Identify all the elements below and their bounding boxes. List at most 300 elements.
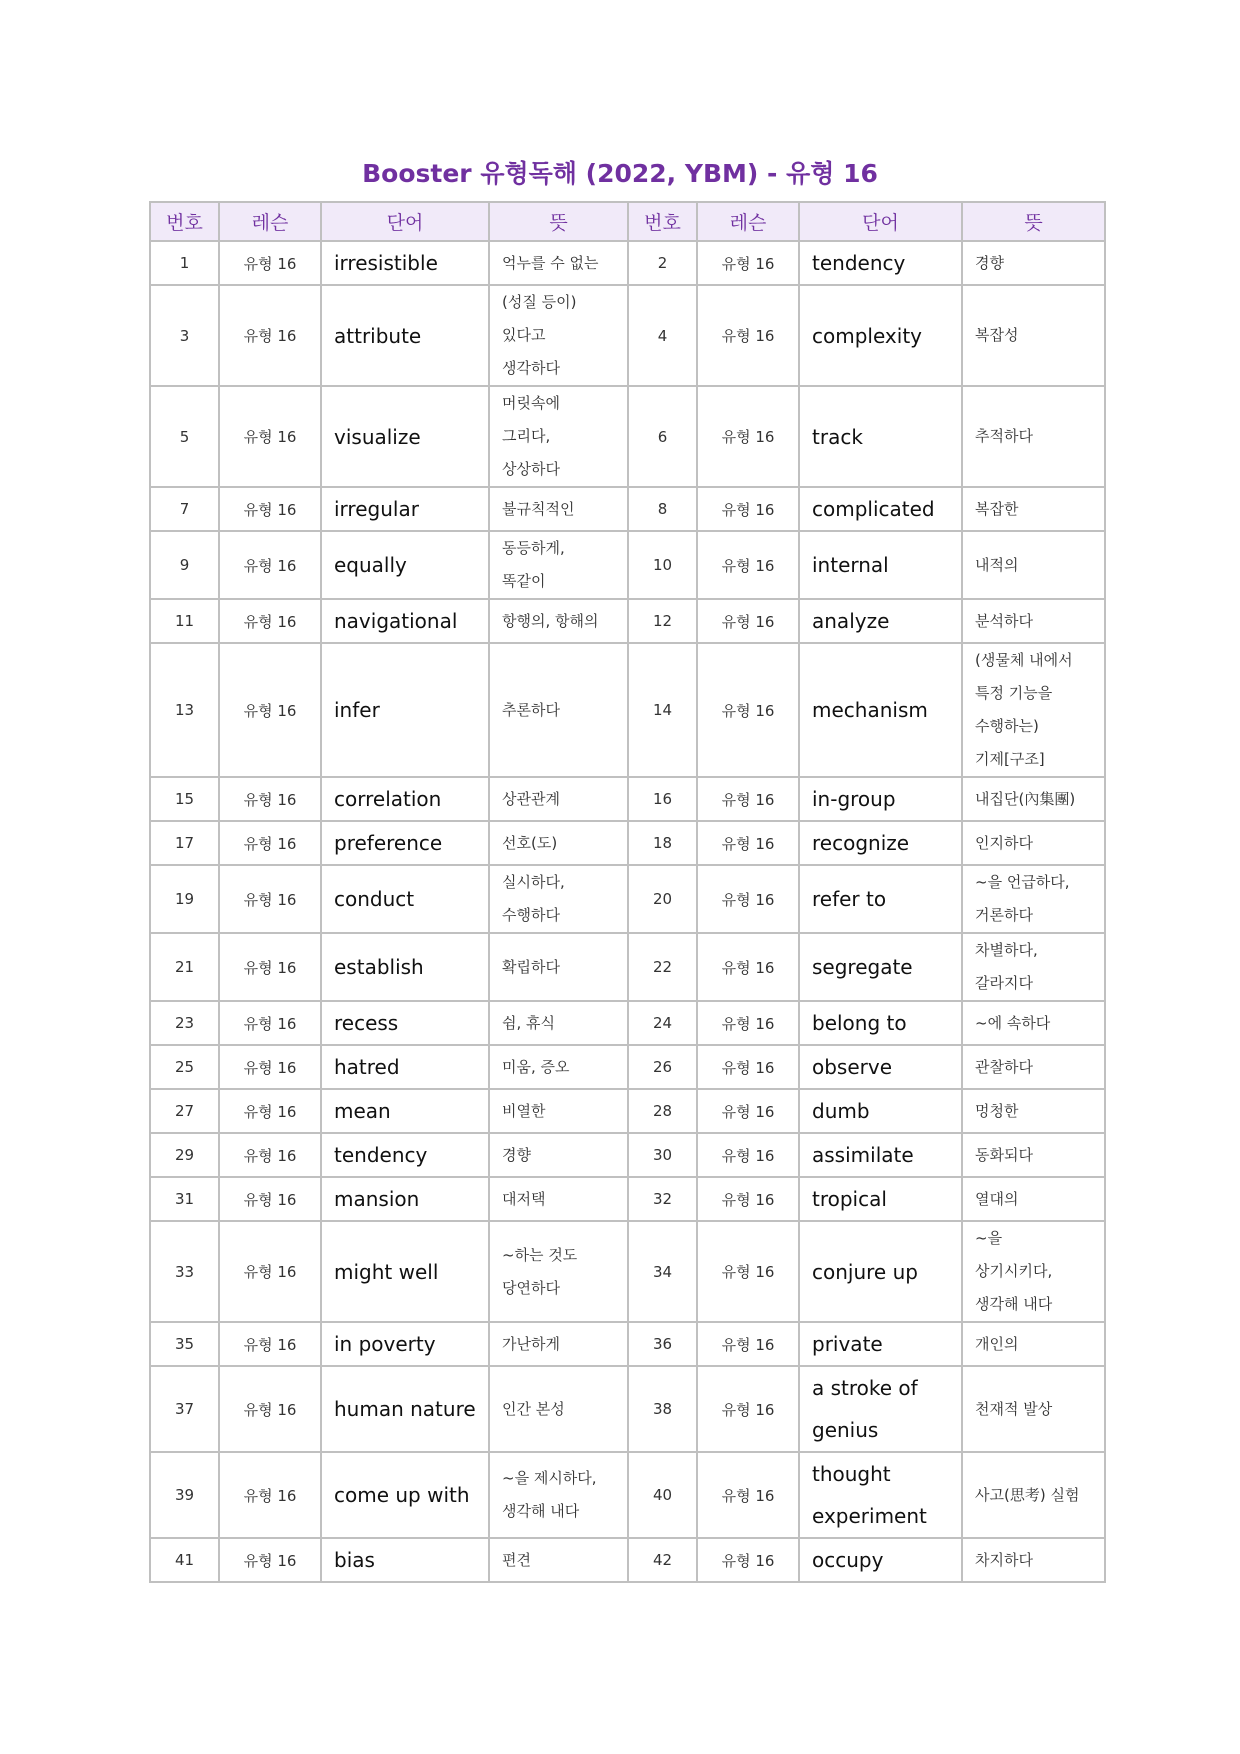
entry-number: 35 xyxy=(150,1322,219,1366)
entry-word-line: navigational xyxy=(334,609,458,633)
entry-lesson: 유형 16 xyxy=(697,1045,799,1089)
entry-word-line: hatred xyxy=(334,1055,400,1079)
entry-meaning-line: 불규칙적인 xyxy=(502,499,575,518)
entry-meaning-line: ~을 언급하다, xyxy=(975,873,1070,891)
entry-lesson: 유형 16 xyxy=(697,241,799,285)
entry-lesson: 유형 16 xyxy=(697,821,799,865)
entry-number: 1 xyxy=(150,241,219,285)
entry-meaning xyxy=(962,599,1105,643)
entry-word-line: recognize xyxy=(812,831,910,855)
entry-word-line: occupy xyxy=(812,1548,884,1572)
entry-number: 29 xyxy=(150,1133,219,1177)
entry-lesson: 유형 16 xyxy=(219,643,321,777)
entry-word xyxy=(799,1045,962,1089)
entry-word xyxy=(799,1322,962,1366)
table-row xyxy=(150,487,1105,531)
entry-lesson: 유형 16 xyxy=(219,1538,321,1582)
entry-meaning xyxy=(489,1366,628,1452)
entry-number: 41 xyxy=(150,1538,219,1582)
entry-word-line: thought xyxy=(812,1462,891,1486)
entry-lesson: 유형 16 xyxy=(697,285,799,386)
table-row xyxy=(150,531,1105,599)
header-row xyxy=(150,202,1105,241)
entry-word-line: tendency xyxy=(812,251,906,275)
entry-number: 25 xyxy=(150,1045,219,1089)
table-row xyxy=(150,933,1105,1001)
entry-word xyxy=(321,1089,489,1133)
entry-meaning-line: 경향 xyxy=(975,253,1004,272)
entry-word xyxy=(321,487,489,531)
entry-meaning xyxy=(489,531,628,599)
entry-meaning-line: 기제[구조] xyxy=(975,750,1045,768)
entry-meaning xyxy=(962,821,1105,865)
table-row xyxy=(150,1001,1105,1045)
entry-word xyxy=(321,933,489,1001)
entry-meaning-line: 항행의, 항해의 xyxy=(502,611,599,630)
entry-word xyxy=(321,1133,489,1177)
entry-word xyxy=(799,1221,962,1322)
entry-meaning-line: ~에 속하다 xyxy=(975,1013,1051,1032)
header-lesson: 레슨 xyxy=(697,202,799,241)
entry-meaning xyxy=(962,777,1105,821)
entry-meaning-line: 동등하게, xyxy=(502,539,565,557)
entry-meaning xyxy=(962,1452,1105,1538)
entry-word-line: preference xyxy=(334,831,443,855)
table-row xyxy=(150,1089,1105,1133)
entry-word-line: mansion xyxy=(334,1187,420,1211)
header-word: 단어 xyxy=(799,202,962,241)
entry-meaning-line: 생각해 내다 xyxy=(975,1295,1053,1313)
table-row xyxy=(150,643,1105,777)
entry-word xyxy=(799,933,962,1001)
entry-number: 42 xyxy=(628,1538,697,1582)
entry-meaning-line: 차별하다, xyxy=(975,941,1038,959)
entry-number: 21 xyxy=(150,933,219,1001)
entry-meaning xyxy=(489,386,628,487)
entry-meaning xyxy=(489,599,628,643)
entry-meaning-line: 복잡성 xyxy=(975,326,1019,344)
table-row xyxy=(150,1133,1105,1177)
entry-word xyxy=(799,241,962,285)
entry-lesson: 유형 16 xyxy=(219,1045,321,1089)
entry-word xyxy=(321,386,489,487)
entry-number: 32 xyxy=(628,1177,697,1221)
entry-word xyxy=(799,1366,962,1452)
entry-word-line: experiment xyxy=(812,1504,927,1528)
entry-word-line: private xyxy=(812,1332,883,1356)
entry-meaning xyxy=(489,1133,628,1177)
entry-word xyxy=(799,865,962,933)
entry-word-line: refer to xyxy=(812,887,887,911)
entry-meaning-line: 똑같이 xyxy=(502,572,546,590)
entry-number: 26 xyxy=(628,1045,697,1089)
entry-meaning xyxy=(962,1045,1105,1089)
entry-word-line: in-group xyxy=(812,787,896,811)
entry-word-line: infer xyxy=(334,698,380,722)
entry-lesson: 유형 16 xyxy=(219,933,321,1001)
entry-number: 22 xyxy=(628,933,697,1001)
entry-number: 7 xyxy=(150,487,219,531)
entry-meaning-line: (생물체 내에서 xyxy=(975,651,1073,669)
table-row xyxy=(150,241,1105,285)
entry-meaning-line: 있다고 xyxy=(502,326,546,344)
entry-number: 30 xyxy=(628,1133,697,1177)
entry-meaning-line: 당연하다 xyxy=(502,1278,560,1297)
entry-meaning-line: 추적하다 xyxy=(975,427,1033,445)
header-number: 번호 xyxy=(150,202,219,241)
entry-lesson: 유형 16 xyxy=(697,777,799,821)
entry-number: 36 xyxy=(628,1322,697,1366)
entry-lesson: 유형 16 xyxy=(697,1452,799,1538)
entry-lesson: 유형 16 xyxy=(697,1366,799,1452)
entry-word xyxy=(799,643,962,777)
entry-number: 8 xyxy=(628,487,697,531)
entry-number: 12 xyxy=(628,599,697,643)
entry-meaning-line: 대저택 xyxy=(502,1189,546,1208)
entry-word-line: complexity xyxy=(812,323,922,348)
entry-meaning-line: 동화되다 xyxy=(975,1145,1033,1164)
entry-number: 4 xyxy=(628,285,697,386)
entry-word xyxy=(799,386,962,487)
entry-number: 14 xyxy=(628,643,697,777)
table-row xyxy=(150,1538,1105,1582)
entry-meaning-line: 편견 xyxy=(502,1550,531,1569)
entry-lesson: 유형 16 xyxy=(219,1177,321,1221)
table-row xyxy=(150,285,1105,386)
entry-word xyxy=(799,777,962,821)
entry-lesson: 유형 16 xyxy=(219,241,321,285)
header-lesson: 레슨 xyxy=(219,202,321,241)
entry-meaning-line: 경향 xyxy=(502,1145,531,1164)
entry-word xyxy=(321,1366,489,1452)
table-row xyxy=(150,865,1105,933)
entry-meaning xyxy=(489,1001,628,1045)
entry-word xyxy=(799,1001,962,1045)
entry-meaning-line: ~을 xyxy=(975,1229,1003,1247)
entry-lesson: 유형 16 xyxy=(697,1538,799,1582)
entry-word-line: establish xyxy=(334,955,424,979)
entry-meaning xyxy=(489,777,628,821)
entry-number: 39 xyxy=(150,1452,219,1538)
entry-meaning-line: 미움, 증오 xyxy=(502,1057,570,1076)
entry-word-line: segregate xyxy=(812,955,913,979)
entry-meaning-line: 차지하다 xyxy=(975,1550,1033,1569)
entry-word xyxy=(799,1538,962,1582)
entry-word xyxy=(321,643,489,777)
entry-meaning xyxy=(962,1538,1105,1582)
entry-number: 28 xyxy=(628,1089,697,1133)
entry-number: 40 xyxy=(628,1452,697,1538)
entry-meaning xyxy=(489,1538,628,1582)
entry-word-line: equally xyxy=(334,553,407,577)
entry-number: 9 xyxy=(150,531,219,599)
entry-meaning xyxy=(489,285,628,386)
entry-meaning xyxy=(489,487,628,531)
entry-meaning-line: 생각해 내다 xyxy=(502,1502,580,1520)
entry-word-line: correlation xyxy=(334,787,442,811)
entry-meaning-line: 쉼, 휴식 xyxy=(502,1013,556,1032)
entry-meaning xyxy=(962,1133,1105,1177)
entry-meaning-line: (성질 등이) xyxy=(502,293,577,311)
entry-word xyxy=(321,1452,489,1538)
entry-word xyxy=(321,1177,489,1221)
entry-word-line: mechanism xyxy=(812,698,928,722)
entry-lesson: 유형 16 xyxy=(697,1133,799,1177)
table-row xyxy=(150,1045,1105,1089)
entry-word-line: track xyxy=(812,424,863,449)
entry-lesson: 유형 16 xyxy=(697,865,799,933)
entry-lesson: 유형 16 xyxy=(697,487,799,531)
entry-meaning-line: 갈라지다 xyxy=(975,974,1033,992)
entry-meaning-line: 가난하게 xyxy=(502,1334,560,1353)
entry-meaning xyxy=(962,285,1105,386)
entry-word-line: visualize xyxy=(334,424,421,449)
entry-word-line: might well xyxy=(334,1259,439,1284)
entry-word xyxy=(321,531,489,599)
entry-meaning-line: 그리다, xyxy=(502,427,551,445)
entry-word-line: genius xyxy=(812,1418,879,1442)
entry-number: 2 xyxy=(628,241,697,285)
entry-word-line: in poverty xyxy=(334,1332,436,1356)
table-row xyxy=(150,1221,1105,1322)
entry-number: 20 xyxy=(628,865,697,933)
entry-number: 3 xyxy=(150,285,219,386)
entry-meaning-line: 멍청한 xyxy=(975,1101,1019,1120)
entry-meaning-line: 분석하다 xyxy=(975,611,1033,630)
entry-word-line: come up with xyxy=(334,1483,470,1507)
entry-meaning-line: 확립하다 xyxy=(502,957,560,976)
entry-meaning-line: ~하는 것도 xyxy=(502,1245,578,1264)
entry-word-line: observe xyxy=(812,1055,893,1079)
entry-lesson: 유형 16 xyxy=(697,643,799,777)
entry-meaning-line: ~을 제시하다, xyxy=(502,1469,597,1487)
entry-lesson: 유형 16 xyxy=(219,821,321,865)
entry-word xyxy=(799,1177,962,1221)
entry-word-line: human nature xyxy=(334,1397,476,1421)
table-row xyxy=(150,599,1105,643)
entry-meaning xyxy=(962,1089,1105,1133)
table-row xyxy=(150,1177,1105,1221)
entry-meaning xyxy=(962,1177,1105,1221)
entry-meaning xyxy=(962,1322,1105,1366)
entry-word xyxy=(321,599,489,643)
entry-meaning-line: 인간 본성 xyxy=(502,1399,565,1418)
entry-meaning xyxy=(962,1366,1105,1452)
entry-number: 18 xyxy=(628,821,697,865)
entry-lesson: 유형 16 xyxy=(697,1001,799,1045)
entry-lesson: 유형 16 xyxy=(219,1089,321,1133)
table-row xyxy=(150,386,1105,487)
entry-word-line: tendency xyxy=(334,1143,428,1167)
entry-word-line: attribute xyxy=(334,323,422,348)
entry-meaning xyxy=(962,865,1105,933)
entry-word xyxy=(321,1538,489,1582)
header-meaning: 뜻 xyxy=(489,202,628,241)
entry-number: 6 xyxy=(628,386,697,487)
entry-lesson: 유형 16 xyxy=(697,1221,799,1322)
header-word: 단어 xyxy=(321,202,489,241)
entry-meaning-line: 개인의 xyxy=(975,1334,1019,1353)
entry-meaning-line: 추론하다 xyxy=(502,700,560,719)
entry-meaning-line: 생각하다 xyxy=(502,359,560,377)
entry-number: 27 xyxy=(150,1089,219,1133)
entry-word-line: recess xyxy=(334,1011,399,1035)
entry-word xyxy=(799,1452,962,1538)
entry-number: 33 xyxy=(150,1221,219,1322)
entry-meaning xyxy=(962,386,1105,487)
entry-lesson: 유형 16 xyxy=(697,386,799,487)
entry-meaning xyxy=(962,1001,1105,1045)
entry-lesson: 유형 16 xyxy=(219,1001,321,1045)
entry-lesson: 유형 16 xyxy=(697,933,799,1001)
table-row xyxy=(150,1366,1105,1452)
entry-meaning xyxy=(489,933,628,1001)
entry-number: 15 xyxy=(150,777,219,821)
entry-meaning-line: 내적의 xyxy=(975,555,1019,574)
table-row xyxy=(150,1322,1105,1366)
entry-meaning xyxy=(489,1322,628,1366)
entry-meaning xyxy=(489,241,628,285)
entry-meaning xyxy=(962,531,1105,599)
entry-lesson: 유형 16 xyxy=(219,599,321,643)
entry-word-line: conduct xyxy=(334,887,415,911)
entry-number: 19 xyxy=(150,865,219,933)
entry-word xyxy=(799,599,962,643)
entry-lesson: 유형 16 xyxy=(219,1366,321,1452)
vocabulary-table xyxy=(149,201,1106,1583)
entry-word-line: analyze xyxy=(812,609,890,633)
entry-number: 11 xyxy=(150,599,219,643)
entry-meaning xyxy=(962,643,1105,777)
entry-meaning-line: 수행하는) xyxy=(975,717,1039,735)
entry-meaning-line: 관찰하다 xyxy=(975,1057,1033,1076)
entry-meaning xyxy=(489,643,628,777)
entry-lesson: 유형 16 xyxy=(697,1177,799,1221)
entry-word-line: internal xyxy=(812,553,889,577)
entry-meaning-line: 선호(도) xyxy=(502,833,558,852)
table-row xyxy=(150,1452,1105,1538)
entry-lesson: 유형 16 xyxy=(697,1322,799,1366)
entry-meaning-line: 사고(思考) 실험 xyxy=(975,1485,1080,1504)
entry-word xyxy=(321,1045,489,1089)
entry-meaning-line: 실시하다, xyxy=(502,873,565,891)
entry-word xyxy=(321,285,489,386)
entry-number: 10 xyxy=(628,531,697,599)
entry-meaning-line: 상기시키다, xyxy=(975,1262,1053,1280)
header-number: 번호 xyxy=(628,202,697,241)
entry-lesson: 유형 16 xyxy=(219,285,321,386)
entry-lesson: 유형 16 xyxy=(219,1322,321,1366)
entry-number: 16 xyxy=(628,777,697,821)
entry-meaning xyxy=(489,1452,628,1538)
entry-meaning xyxy=(962,241,1105,285)
entry-lesson: 유형 16 xyxy=(219,777,321,821)
entry-word-line: a stroke of xyxy=(812,1376,918,1400)
entry-word-line: irresistible xyxy=(334,251,438,275)
entry-word xyxy=(321,821,489,865)
entry-meaning-line: 특정 기능을 xyxy=(975,684,1053,702)
page-title: Booster 유형독해 (2022, YBM) - 유형 16 xyxy=(362,159,878,188)
entry-lesson: 유형 16 xyxy=(219,1452,321,1538)
entry-lesson: 유형 16 xyxy=(219,531,321,599)
entry-word xyxy=(799,821,962,865)
entry-lesson: 유형 16 xyxy=(219,386,321,487)
entry-number: 38 xyxy=(628,1366,697,1452)
entry-lesson: 유형 16 xyxy=(697,531,799,599)
entry-word-line: assimilate xyxy=(812,1143,914,1167)
entry-lesson: 유형 16 xyxy=(219,487,321,531)
entry-lesson: 유형 16 xyxy=(219,1133,321,1177)
entry-number: 37 xyxy=(150,1366,219,1452)
entry-meaning-line: 거론하다 xyxy=(975,906,1033,924)
entry-word xyxy=(799,1133,962,1177)
header-meaning: 뜻 xyxy=(962,202,1105,241)
entry-meaning-line: 상관관계 xyxy=(502,789,560,808)
entry-word xyxy=(321,1001,489,1045)
entry-number: 34 xyxy=(628,1221,697,1322)
table-row xyxy=(150,821,1105,865)
entry-meaning-line: 천재적 발상 xyxy=(975,1399,1053,1418)
entry-meaning-line: 내집단(內集團) xyxy=(975,789,1076,808)
entry-word-line: complicated xyxy=(812,497,935,521)
entry-number: 31 xyxy=(150,1177,219,1221)
entry-word-line: conjure up xyxy=(812,1259,918,1284)
entry-lesson: 유형 16 xyxy=(697,599,799,643)
entry-word xyxy=(321,241,489,285)
entry-number: 5 xyxy=(150,386,219,487)
entry-number: 13 xyxy=(150,643,219,777)
entry-word-line: tropical xyxy=(812,1187,887,1211)
entry-word xyxy=(799,285,962,386)
entry-meaning xyxy=(489,821,628,865)
entry-word-line: dumb xyxy=(812,1099,870,1123)
entry-meaning xyxy=(962,487,1105,531)
entry-word xyxy=(799,531,962,599)
entry-number: 23 xyxy=(150,1001,219,1045)
entry-meaning xyxy=(489,1221,628,1322)
entry-number: 17 xyxy=(150,821,219,865)
entry-lesson: 유형 16 xyxy=(219,1221,321,1322)
entry-word-line: bias xyxy=(334,1548,375,1572)
entry-word-line: mean xyxy=(334,1099,391,1123)
entry-word xyxy=(321,1221,489,1322)
entry-meaning xyxy=(962,933,1105,1001)
entry-word xyxy=(799,487,962,531)
entry-meaning xyxy=(489,1177,628,1221)
entry-meaning xyxy=(962,1221,1105,1322)
entry-meaning-line: 복잡한 xyxy=(975,499,1019,518)
entry-meaning-line: 비열한 xyxy=(502,1101,546,1120)
entry-word-line: belong to xyxy=(812,1011,907,1035)
entry-lesson: 유형 16 xyxy=(219,865,321,933)
entry-word-line: irregular xyxy=(334,497,419,521)
entry-word xyxy=(799,1089,962,1133)
entry-meaning-line: 수행하다 xyxy=(502,906,560,924)
entry-word xyxy=(321,865,489,933)
entry-meaning-line: 인지하다 xyxy=(975,833,1033,852)
entry-meaning-line: 열대의 xyxy=(975,1189,1019,1208)
entry-lesson: 유형 16 xyxy=(697,1089,799,1133)
entry-meaning-line: 머릿속에 xyxy=(502,394,560,412)
entry-meaning-line: 억누를 수 없는 xyxy=(502,253,599,272)
entry-word xyxy=(321,777,489,821)
table-row xyxy=(150,777,1105,821)
entry-meaning-line: 상상하다 xyxy=(502,460,560,478)
entry-number: 24 xyxy=(628,1001,697,1045)
entry-meaning xyxy=(489,865,628,933)
entry-meaning xyxy=(489,1045,628,1089)
entry-meaning xyxy=(489,1089,628,1133)
